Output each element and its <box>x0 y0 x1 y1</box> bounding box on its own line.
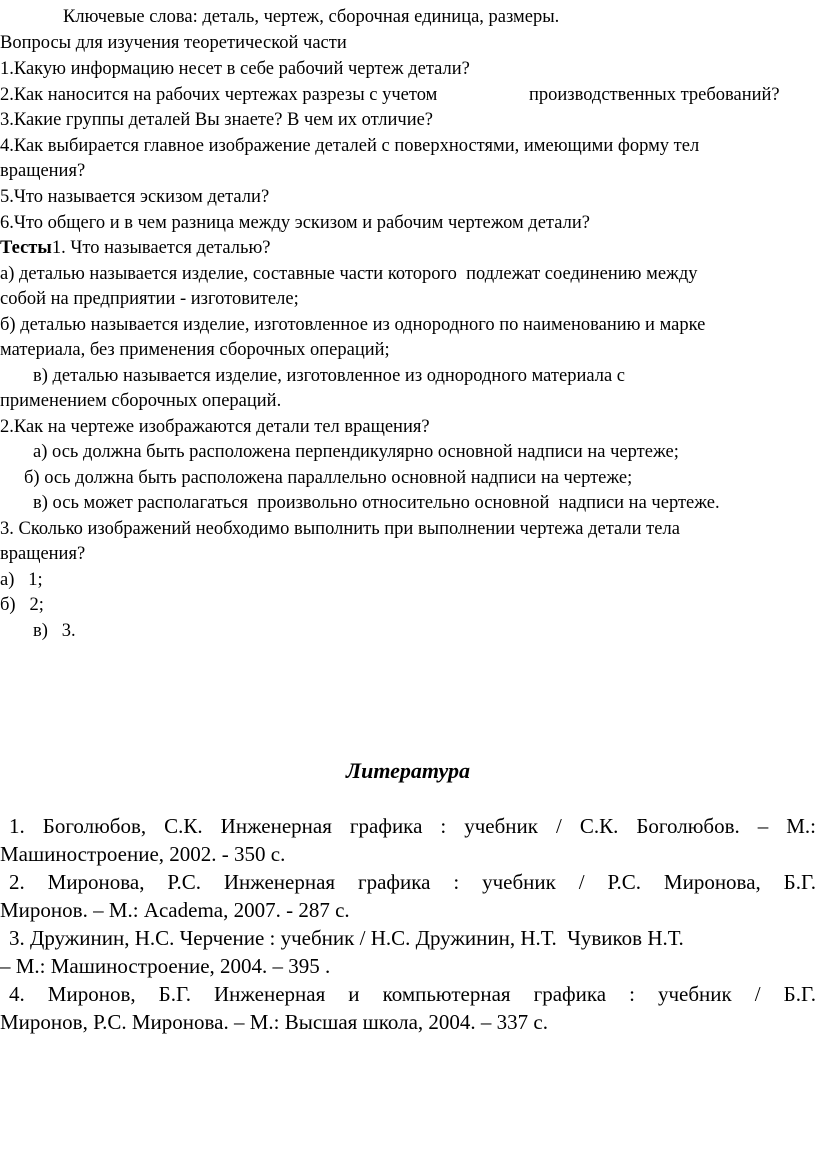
tests-question-1-text: 1. Что называется деталью? <box>51 238 271 258</box>
question-4-line1: 4.Как выбирается главное изображение деталей с поверхностями, имеющими форму тел <box>0 136 700 156</box>
test-3-question-line2: вращения? <box>0 544 86 564</box>
questions-title: Вопросы для изучения теоретической части <box>0 33 347 53</box>
test-3-question-line1: 3. Сколько изображений необходимо выполнить при выполнении чертежа детали тела <box>0 519 680 539</box>
test-3-option-c: в) 3. <box>33 621 76 641</box>
question-2-start: 2.Как наносится на рабочих чертежах разрезы с учетом <box>0 85 438 105</box>
reference-4-line1: 4. Миронов, Б.Г. Инженерная и компьютерная графика : учебник / Б.Г. <box>9 982 816 1006</box>
question-2-end: производственных требований? <box>529 85 780 105</box>
test-1-option-c-line1: в) деталью называется изделие, изготовленное из однородного материала с <box>33 366 625 386</box>
reference-2-line2: Миронов. – М.: Academa, 2007. - 287 с. <box>0 898 350 922</box>
question-3: 3.Какие группы деталей Вы знаете? В чем их отличие? <box>0 110 434 130</box>
test-2-option-c: в) ось может располагаться произвольно относительно основной надписи на чертеже. <box>33 493 720 513</box>
reference-4-line2: Миронов, Р.С. Миронова. – М.: Высшая школа, 2004. – 337 с. <box>0 1010 548 1034</box>
reference-3-line2: – М.: Машиностроение, 2004. – 395 . <box>0 954 331 978</box>
test-1-option-b-line1: б) деталью называется изделие, изготовленное из однородного по наименованию и марке <box>0 315 706 335</box>
reference-1-line2: Машиностроение, 2002. - 350 с. <box>0 842 286 866</box>
test-1-option-b-line2: материала, без применения сборочных операций; <box>0 340 390 360</box>
reference-2-line1: 2. Миронова, Р.С. Инженерная графика : учебник / Р.С. Миронова, Б.Г. <box>9 870 816 894</box>
question-1: 1.Какую информацию несет в себе рабочий чертеж детали? <box>0 59 470 79</box>
tests-label: Тесты <box>0 238 52 258</box>
question-4-line2: вращения? <box>0 161 86 181</box>
test-2-option-a: а) ось должна быть расположена перпендикулярно основной надписи на чертеже; <box>33 442 679 462</box>
reference-3-line1: 3. Дружинин, Н.С. Черчение : учебник / Н.С. Дружинин, Н.Т. Чувиков Н.Т. <box>9 926 684 950</box>
test-3-option-a: а) 1; <box>0 570 43 590</box>
test-3-option-b: б) 2; <box>0 595 44 615</box>
test-1-option-a-line1: а) деталью называется изделие, составные части которого подлежат соединению между <box>0 264 698 284</box>
literature-heading: Литература <box>346 758 470 783</box>
question-6: 6.Что общего и в чем разница между эскизом и рабочим чертежом детали? <box>0 213 590 233</box>
test-1-option-a-line2: собой на предприятии - изготовителе; <box>0 289 299 309</box>
question-5: 5.Что называется эскизом детали? <box>0 187 270 207</box>
test-2-option-b: б) ось должна быть расположена параллельно основной надписи на чертеже; <box>24 468 633 488</box>
reference-1-line1: 1. Боголюбов, С.К. Инженерная графика : учебник / С.К. Боголюбов. – М.: <box>9 814 816 838</box>
test-1-option-c-line2: применением сборочных операций. <box>0 391 282 411</box>
test-2-question: 2.Как на чертеже изображаются детали тел вращения? <box>0 417 430 437</box>
keywords-line: Ключевые слова: деталь, чертеж, сборочная единица, размеры. <box>63 7 560 27</box>
tests-question-1 <box>0 237 271 259</box>
